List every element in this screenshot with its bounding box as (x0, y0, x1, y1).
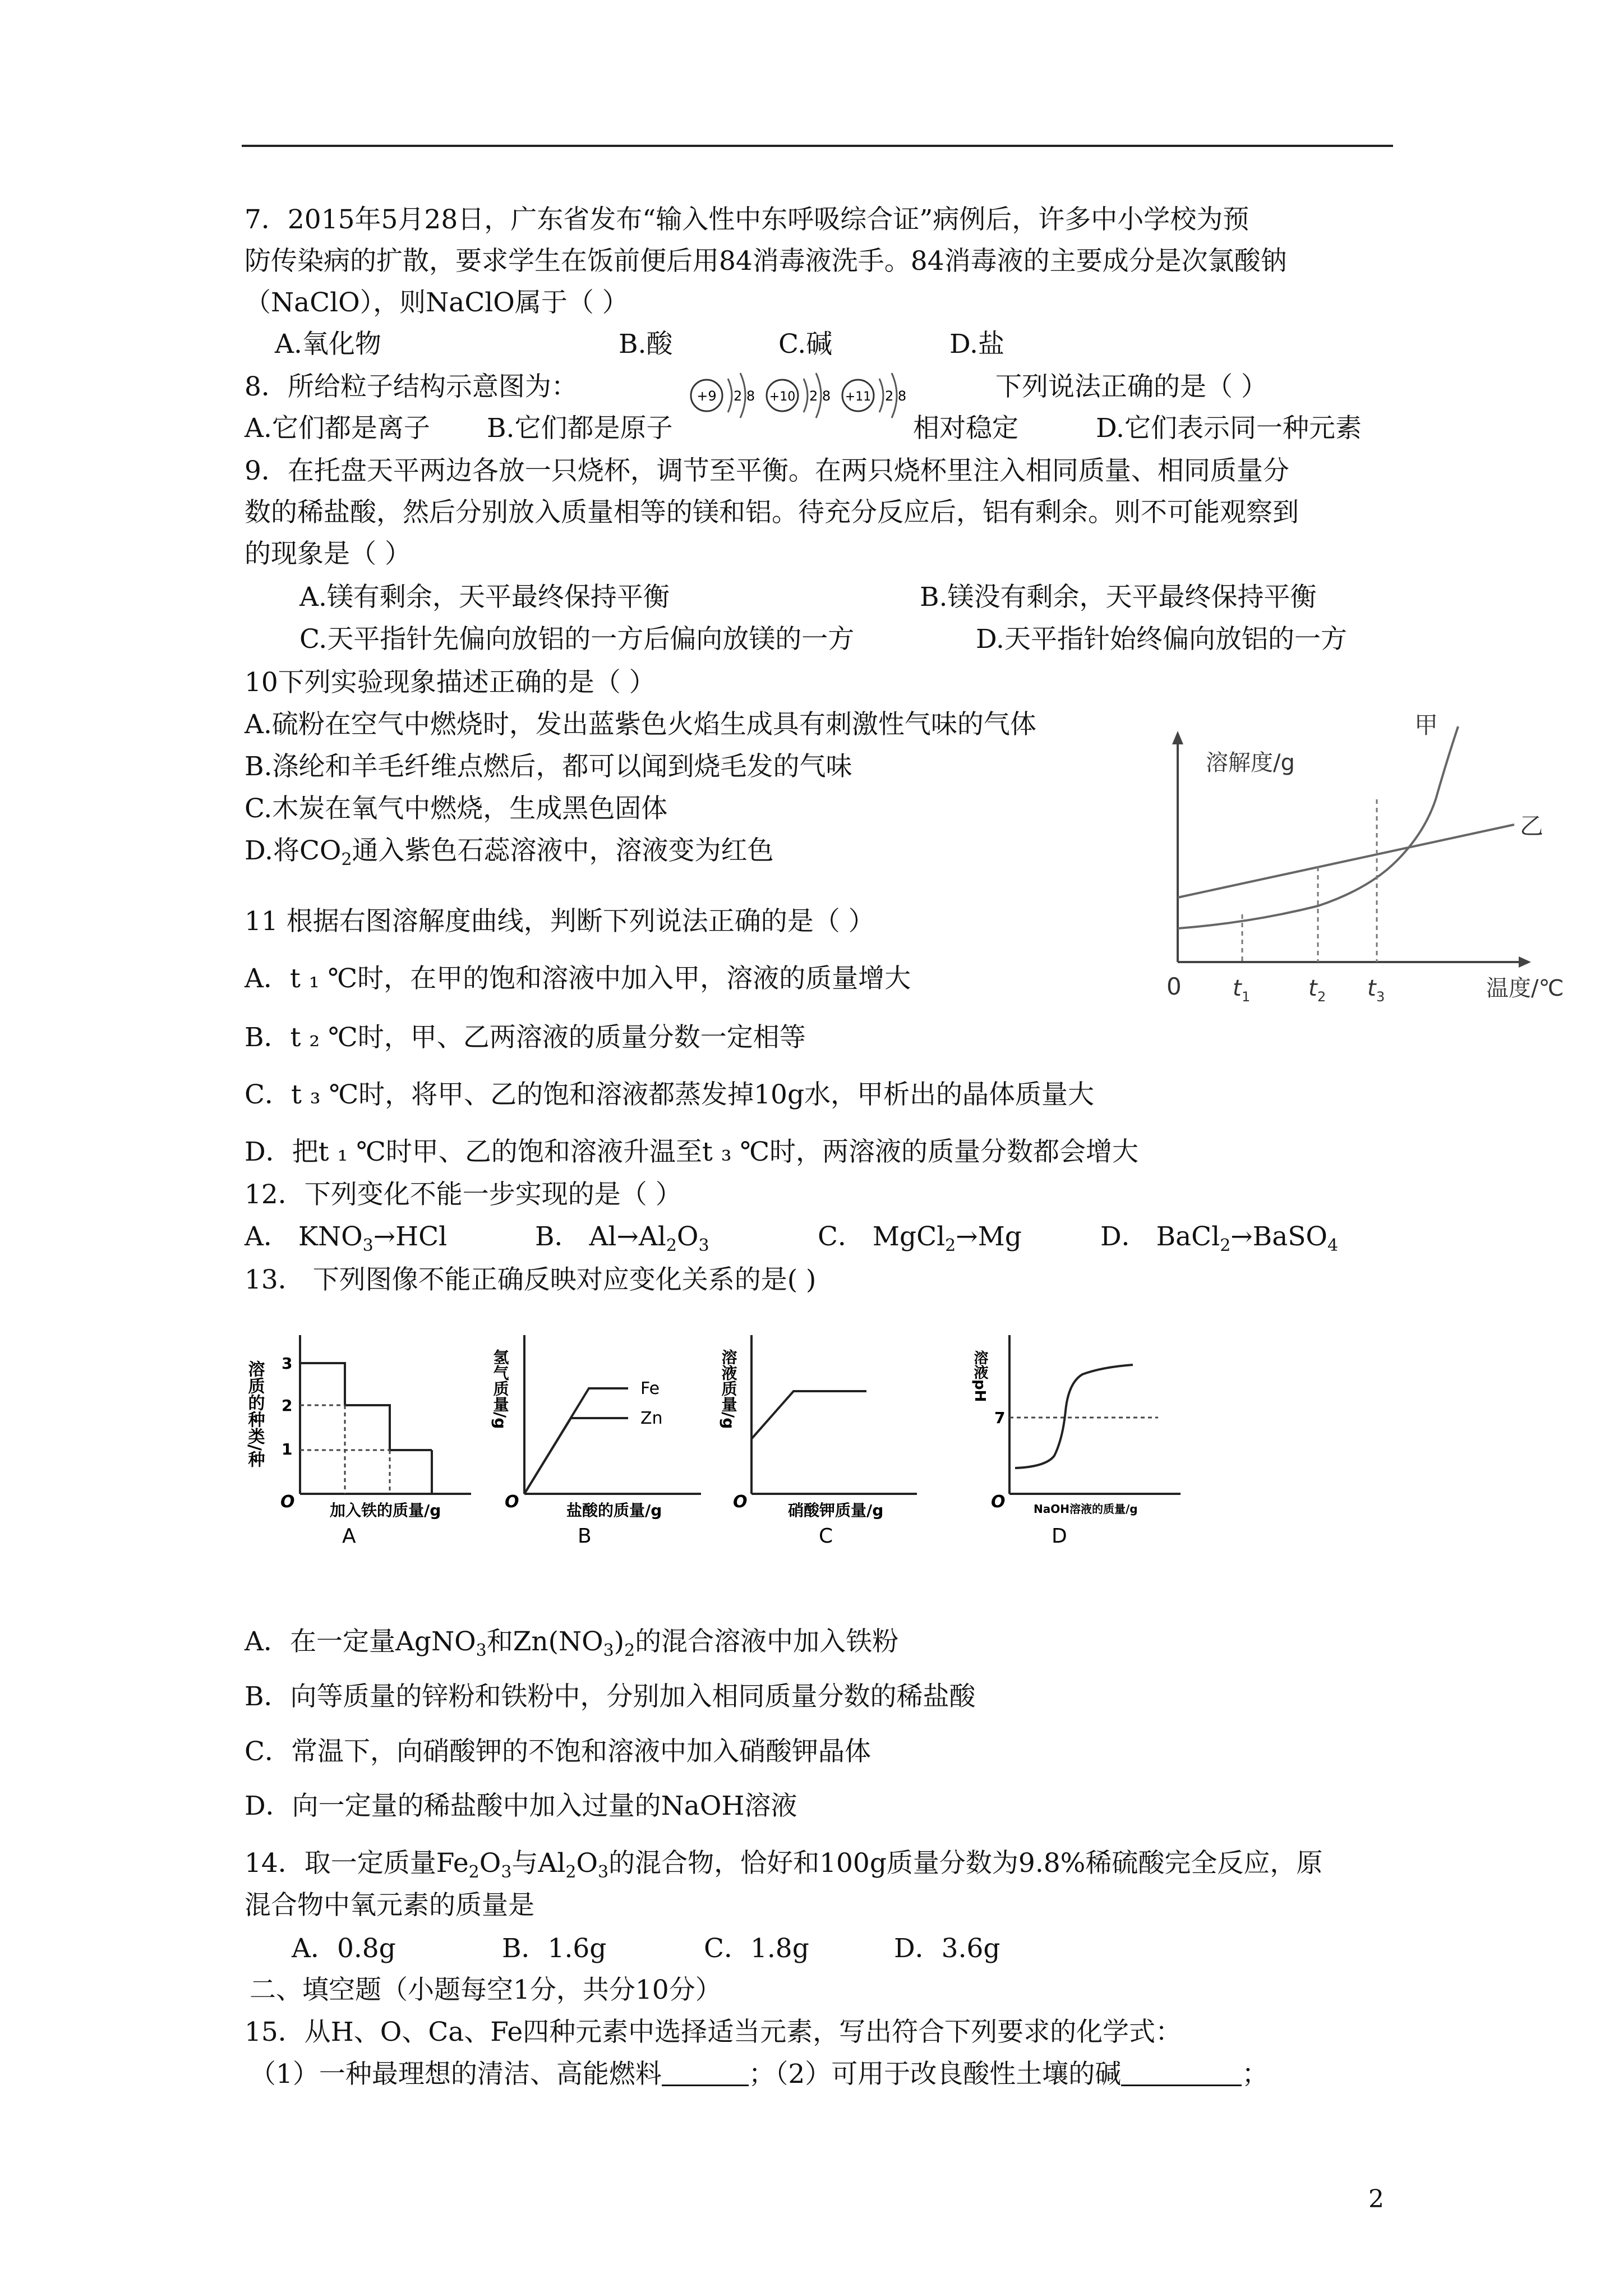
graph-a-ylabel: 溶质的种类/种 (245, 1360, 265, 1467)
graph-a-xlabel: 加入铁的质量/g (330, 1501, 441, 1520)
tick-t1: t (1233, 976, 1242, 1001)
q9-option-c: C.天平指针先偏向放铝的一方后偏向放镁的一方 (299, 624, 855, 655)
tick-t1-sub: 1 (1242, 989, 1251, 1005)
q13-option-a: A．在一定量AgNO$_3$和$Zn(NO_3)_2$的混合溶液中加入铁粉 (245, 1626, 899, 1660)
atom-shells-label: 2 8 (885, 388, 907, 404)
q15-parts: （1）一种最理想的清洁、高能燃料 ；（2）可用于改良酸性土壤的碱 ； (250, 2059, 1269, 2090)
page-number: 2 (1368, 2185, 1384, 2214)
tick-t2: t (1308, 976, 1317, 1001)
graph-d-origin: O (991, 1492, 1006, 1512)
q7-option-a: A.氧化物 (275, 329, 381, 360)
q10-option-c: C.木炭在氧气中燃烧，生成黑色固体 (245, 793, 668, 824)
graph-d-ylabel: 溶液pH (971, 1350, 988, 1402)
q7-line1: 7．2015年5月28日，广东省发布“输入性中东呼吸综合证”病例后，许多中小学校为预 (245, 204, 1249, 235)
answer-blank-1[interactable] (662, 2058, 749, 2086)
q8-tail: 下列说法正确的是（ ） (995, 371, 1267, 402)
q14-option-b: B．1.6g (502, 1933, 607, 1964)
q9-option-d: D.天平指针始终偏向放铝的一方 (976, 624, 1347, 655)
q9-line2: 数的稀盐酸，然后分别放入质量相等的镁和铝。待充分反应后，铝有剩余。则不可能观察到 (245, 497, 1299, 528)
graph-c-xlabel: 硝酸钾质量/g (788, 1501, 884, 1520)
atom-nucleus-label: +11 (845, 390, 872, 404)
q9-option-b: B.镁没有剩余，天平最终保持平衡 (920, 582, 1317, 613)
graph-b-label-fe: Fe (640, 1379, 660, 1398)
q8-option-a: A.它们都是离子 (245, 413, 430, 444)
q7-option-c: C.碱 (778, 329, 833, 360)
q14-option-d: D．3.6g (894, 1933, 1000, 1964)
q7-option-d: D.盐 (949, 329, 1004, 360)
q9-option-a: A.镁有剩余，天平最终保持平衡 (299, 582, 670, 613)
graph-d-xlabel: NaOH溶液的质量/g (1034, 1502, 1138, 1516)
atom-diagram-f (691, 373, 755, 418)
graph-c-caption: C (819, 1525, 833, 1548)
q10-option-a: A.硫粉在空气中燃烧时，发出蓝紫色火焰生成具有刺激性气味的气体 (245, 709, 1036, 740)
q14-option-c: C．1.8g (704, 1933, 809, 1964)
q10-option-b: B.涤纶和羊毛纤维点燃后，都可以闻到烧毛发的气味 (245, 751, 852, 782)
graph-a (245, 1327, 477, 1548)
section-fill-in-title: 二、填空题（小题每空1分，共分10分） (250, 1975, 722, 2005)
q11-option-d: D．把t ₁ ℃时甲、乙的饱和溶液升温至t ₃ ℃时，两溶液的质量分数都会增大 (245, 1137, 1139, 1167)
q11-option-a: A．t ₁ ℃时，在甲的饱和溶液中加入甲，溶液的质量增大 (245, 963, 911, 994)
q14-line2: 混合物中氧元素的质量是 (245, 1890, 534, 1921)
q8-option-d: D.它们表示同一种元素 (1096, 413, 1362, 444)
q13-option-c: C．常温下，向硝酸钾的不饱和溶液中加入硝酸钾晶体 (245, 1736, 871, 1767)
particle-structure-diagrams (684, 359, 920, 432)
graph-a-caption: A (342, 1525, 356, 1548)
graph-d-tick-7: 7 (994, 1409, 1006, 1427)
graph-a-origin: O (280, 1492, 295, 1512)
solubility-curve-chart (1150, 704, 1598, 1018)
graph-b-ylabel: 氢气质量/g (491, 1349, 510, 1429)
q7-option-b: B.酸 (619, 329, 673, 360)
series-yi-line (1178, 825, 1514, 898)
graph-b-caption: B (578, 1525, 592, 1548)
q8-option-b: B.它们都是原子 (487, 413, 673, 444)
atom-shells-label: 2 8 (809, 388, 831, 404)
atom-shells-label: 2 8 (734, 388, 755, 404)
x-axis-label: 温度/℃ (1486, 976, 1564, 1001)
tick-t2-sub: 2 (1317, 989, 1326, 1005)
q7-line3: （NaClO），则NaClO属于（ ） (245, 287, 629, 318)
q13-option-b: B．向等质量的锌粉和铁粉中，分别加入相同质量分数的稀盐酸 (245, 1681, 976, 1712)
q12-option-b: B． $Al\to Al_2O_3$ (535, 1221, 709, 1255)
q11-option-c: C．t ₃ ℃时，将甲、乙的饱和溶液都蒸发掉10g水，甲析出的晶体质量大 (245, 1079, 1095, 1110)
q12-option-a: A． $KNO_3\to HCl$ (245, 1221, 448, 1255)
header-rule (242, 145, 1393, 147)
tick-t3-sub: 3 (1376, 989, 1385, 1005)
graph-a-tick-2: 2 (282, 1396, 293, 1415)
series-jia-label: 甲 (1414, 711, 1438, 739)
q15-part2: ；（2）可用于改良酸性土壤的碱 (748, 2059, 1122, 2090)
q9-line3: 的现象是（ ） (245, 539, 411, 569)
graph-c-ylabel: 溶液质量/g (719, 1349, 738, 1429)
graph-b-xlabel: 盐酸的质量/g (566, 1501, 662, 1520)
q14-option-a: A．0.8g (292, 1933, 396, 1964)
graph-c-origin: O (733, 1492, 748, 1512)
q8-option-c: 相对稳定 (913, 413, 1018, 444)
atom-diagram-ne (767, 373, 831, 418)
y-axis-label: 溶解度/g (1206, 750, 1295, 776)
graph-d-caption: D (1052, 1525, 1067, 1548)
q13-stem: 13． 下列图像不能正确反映对应变化关系的是( ) (245, 1264, 817, 1295)
q11-stem: 11 根据右图溶解度曲线，判断下列说法正确的是（ ） (245, 906, 875, 937)
graph-b-label-zn: Zn (640, 1409, 663, 1428)
q11-option-b: B．t ₂ ℃时，甲、乙两溶液的质量分数一定相等 (245, 1022, 806, 1053)
q15-part1: （1）一种最理想的清洁、高能燃料 (250, 2059, 662, 2090)
q12-stem: 12．下列变化不能一步实现的是（ ） (245, 1179, 682, 1210)
q15-stem: 15．从H、O、Ca、Fe四种元素中选择适当元素，写出符合下列要求的化学式： (245, 2017, 1182, 2047)
q12-option-c: C． MgCl$_2$→Mg (818, 1221, 1022, 1255)
q10-stem: 10下列实验现象描述正确的是（ ） (245, 667, 656, 698)
answer-blank-2[interactable] (1121, 2058, 1242, 2086)
q8-lead: 8．所给粒子结构示意图为： (245, 371, 578, 402)
series-yi-label: 乙 (1520, 812, 1544, 840)
atom-diagram-na (842, 373, 906, 418)
graph-c (719, 1327, 928, 1548)
q9-line1: 9．在托盘天平两边各放一只烧杯，调节至平衡。在两只烧杯里注入相同质量、相同质量分 (245, 455, 1289, 486)
tick-t3: t (1367, 976, 1376, 1001)
atom-nucleus-label: +9 (697, 388, 717, 404)
origin-label: 0 (1166, 973, 1182, 1000)
atom-nucleus-label: +10 (769, 390, 796, 404)
graph-b-origin: O (505, 1492, 519, 1512)
q10-option-d: D.将$CO_2$通入紫色石蕊溶液中，溶液变为红色 (245, 835, 774, 869)
graph-d (967, 1327, 1197, 1548)
q14-line1: 14．取一定质量$Fe_2O_3$与$Al_2O_3$的混合物，恰好和100g质量分数为9.8%稀硫酸完全反应，原 (245, 1848, 1323, 1882)
graph-b (491, 1327, 718, 1548)
q7-line2: 防传染病的扩散，要求学生在饭前便后用84消毒液洗手。84消毒液的主要成分是次氯酸钠 (245, 246, 1287, 277)
q13-option-d: D．向一定量的稀盐酸中加入过量的NaOH溶液 (245, 1791, 797, 1821)
q12-option-d: D． BaCl$_2$→BaSO$_4$ (1100, 1221, 1339, 1255)
graph-a-tick-1: 1 (282, 1440, 293, 1458)
graph-a-tick-3: 3 (282, 1354, 293, 1373)
